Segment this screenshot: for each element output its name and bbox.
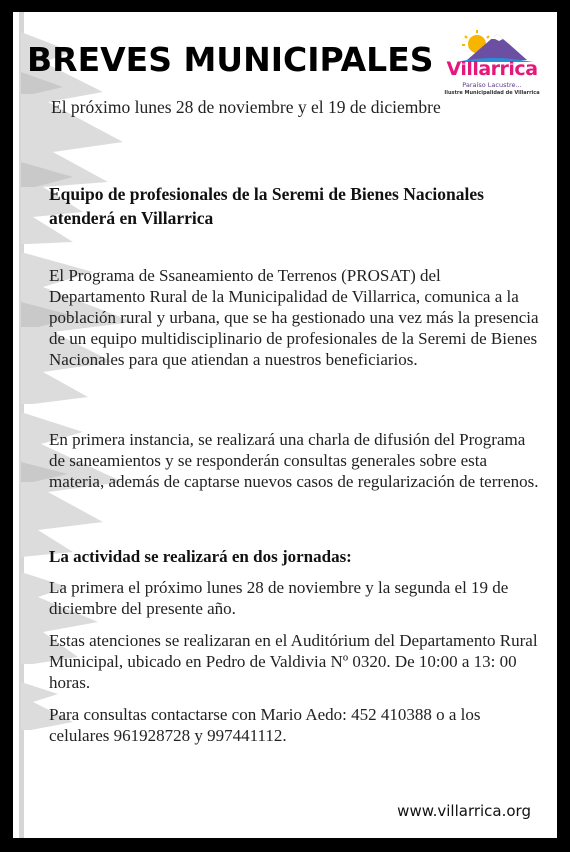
paragraph-prosat: El Programa de Ssaneamiento de Terrenos (PROSAT) del Departamento Rural de la Municipalidad de Villarrica, comunica a la población rural y urbana, que se ha gestionado una vez más la presencia de un equipo multidisciplinario de profesionales de la Seremi de Bienes Nacionales para que atiendan a nuestros beneficiarios. [49,266,539,369]
intro-dates: El próximo lunes 28 de noviembre y el 19 de diciembre [51,97,441,117]
paragraph-contact: Para consultas contactarse con Mario Aedo: 452 410388 o a los celulares 961928728 y 997441112. [49,705,481,745]
paragraph-first-instance: En primera instancia, se realizará una charla de difusión del Programa de saneamientos y se responderán consultas generales sobre esta materia, además de captarse nuevos casos de regularización de terrenos. [49,430,539,491]
bulletin-panel [13,12,557,838]
logo-subtitle: Ilustre Municipalidad de Villarrica [444,90,540,96]
bulletin-title: BREVES MUNICIPALES [27,40,434,79]
article-heading: Equipo de profesionales de la Seremi de Bienes Nacionales atenderá en Villarrica [49,184,484,228]
paragraph-dates: La primera el próximo lunes 28 de noviembre y la segunda el 19 de diciembre del presente año. [49,578,509,618]
logo-wordmark: Villarrica [446,58,538,80]
villarrica-logo [437,28,547,100]
paragraph-location: Estas atenciones se realizaran en el Auditórium del Departamento Rural Municipal, ubicado en Pedro de Valdivia Nº 0320. De 10:00 a 13: 00 horas. [49,631,538,692]
logo-tagline: Paraíso Lacustre... [462,81,522,89]
activity-subheading: La actividad se realizará en dos jornadas: [49,547,352,566]
website-url: www.villarrica.org [397,802,531,820]
